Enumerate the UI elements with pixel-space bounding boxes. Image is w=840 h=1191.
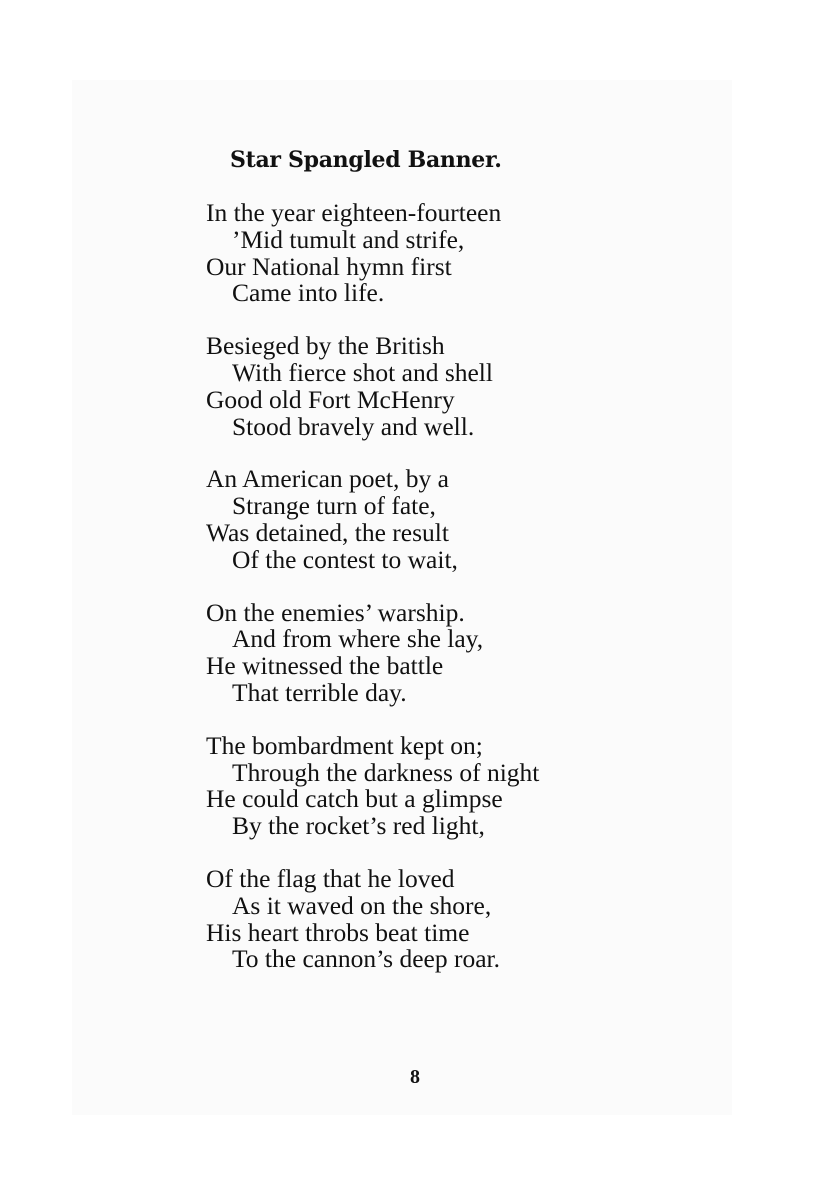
- poem-line: He could catch but a glimpse: [206, 784, 503, 814]
- poem-line: The bombardment kept on;: [206, 730, 483, 760]
- poem-line: To the cannon’s deep roar.: [232, 944, 500, 974]
- poem-line: On the enemies’ warship.: [206, 597, 465, 627]
- poem-line: Of the flag that he loved: [206, 863, 455, 893]
- poem-line: With fierce shot and shell: [232, 357, 493, 387]
- stanza-2: [206, 333, 766, 440]
- poem-line: That terrible day.: [232, 677, 407, 707]
- poem-line: He witnessed the battle: [206, 651, 444, 681]
- stanza-6: [206, 863, 766, 974]
- poem: [206, 142, 766, 999]
- stanza-3: [206, 466, 766, 573]
- poem-line: And from where she lay,: [232, 624, 484, 654]
- poem-line: Through the darkness of night: [232, 757, 540, 787]
- poem-line: By the rocket’s red light,: [232, 811, 485, 841]
- poem-line: As it waved on the shore,: [232, 890, 492, 920]
- poem-line: Besieged by the British: [206, 331, 445, 361]
- poem-line: Good old Fort McHenry: [206, 384, 455, 414]
- poem-line: In the year eighteen-fourteen: [206, 198, 502, 227]
- poem-title: Star Spangled Banner.: [230, 147, 502, 173]
- poem-line: ’Mid tumult and strife,: [232, 224, 465, 254]
- poem-line: His heart throbs beat time: [206, 917, 470, 947]
- poem-line: Came into life.: [232, 278, 385, 308]
- poem-line: Of the contest to wait,: [232, 544, 458, 574]
- poem-line: An American poet, by a: [206, 464, 449, 494]
- page-number: 8: [410, 1066, 420, 1088]
- stanza-4: [206, 597, 766, 707]
- poem-line: Our National hymn first: [206, 251, 452, 281]
- stanza-1: [206, 200, 766, 307]
- stanza-5: [206, 730, 766, 841]
- poem-line: Strange turn of fate,: [232, 491, 436, 521]
- poem-line: Stood bravely and well.: [232, 411, 475, 441]
- poem-line: Was detained, the result: [206, 517, 449, 547]
